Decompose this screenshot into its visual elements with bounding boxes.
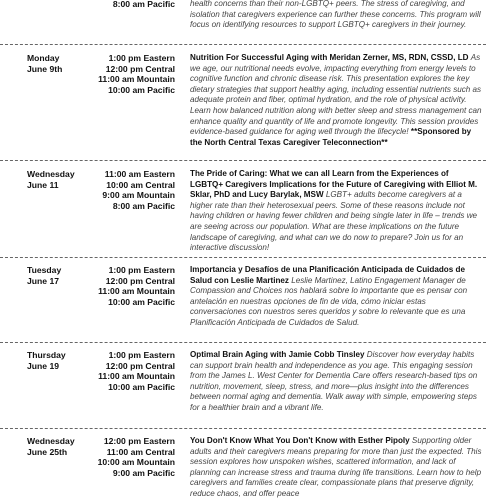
- session-date: [27, 436, 75, 457]
- time-eastern: 1:00 pm Eastern: [108, 265, 175, 275]
- session-title: Importancia y Desafíos de una Planificación Anticipada de Cuidados de Salud con Leslie Martinez: [190, 265, 465, 285]
- session-description: [190, 169, 482, 254]
- session-body: Discover how everyday habits can support brain health and independence as you age. This engaging session from the James L. West Center for Dementia Care offers research-based tips on nutrition, movement, sleep, stress, and more—plus insight into the differences between normal aging and dementia. Walk away with simple, empowering steps for a healthier brain and a vibrant life.: [190, 350, 478, 412]
- time-central: 12:00 pm Central: [105, 275, 175, 286]
- session-title: Nutrition For Successful Aging with Meridan Zerner, MS, RDN, CSSD, LD: [190, 53, 469, 62]
- session-sponsor: **Sponsored by the North Central Texas Caregiver Teleconnection**: [190, 127, 472, 147]
- session-title: Optimal Brain Aging with Jamie Cobb Tinsley: [190, 350, 365, 359]
- time-eastern: 12:00 pm Eastern: [103, 436, 175, 446]
- session-day: June 9th: [27, 63, 63, 74]
- session-date: [27, 169, 75, 190]
- session-day: June 11: [27, 179, 59, 190]
- session-date: [27, 350, 66, 371]
- time-eastern: 1:00 pm Eastern: [108, 53, 175, 63]
- session-weekday: Tuesday: [27, 265, 62, 275]
- session-weekday: Wednesday: [27, 436, 75, 446]
- session-day: June 25th: [27, 446, 68, 457]
- time-central: 10:00 am Central: [106, 179, 175, 190]
- time-eastern: 11:00 am Eastern: [104, 169, 175, 179]
- time-pacific: 8:00 am Pacific: [112, 0, 175, 9]
- time-eastern: 1:00 pm Eastern: [108, 350, 175, 360]
- time-mountain: 10:00 am Mountain: [97, 457, 175, 468]
- session-title: You Don't Know What You Don't Know with Esther Pipoly: [190, 436, 410, 445]
- time-mountain: 11:00 am Mountain: [98, 74, 175, 85]
- session-times: [95, 169, 175, 211]
- session-times: [95, 0, 175, 10]
- row-divider: [0, 257, 486, 258]
- session-date: [27, 53, 62, 74]
- session-times: [95, 53, 175, 95]
- session-body: Leslie Martinez, Latino Engagement Manager de Compassion and Choices nos hablará sobre lo importante que es pensar con antelación en nuestras opciones de fin de vida, cómo iniciar estas conversaciones con nuestros seres queridos y sobre lo relevante que es una Planificación Anticipada de Cuidados de Salud.: [190, 275, 468, 327]
- time-central: 11:00 am Central: [106, 446, 175, 457]
- time-pacific: 10:00 am Pacific: [108, 296, 175, 307]
- row-divider: [0, 44, 486, 45]
- time-mountain: 11:00 am Mountain: [98, 286, 175, 297]
- time-mountain: 11:00 am Mountain: [98, 371, 175, 382]
- session-description: [190, 436, 482, 500]
- time-central: 12:00 pm Central: [105, 360, 175, 371]
- session-weekday: Wednesday: [27, 169, 75, 179]
- session-times: [95, 436, 175, 478]
- session-times: [95, 265, 175, 307]
- session-description: [190, 265, 482, 329]
- time-pacific: 10:00 am Pacific: [108, 381, 175, 392]
- row-divider: [0, 160, 486, 161]
- time-mountain: 9:00 am Mountain: [102, 190, 175, 201]
- session-body: Supporting older adults and their caregivers means preparing for more than just the expected. This session explores how unspoken wishes, scattered information, and lack of planning can increase stress and trauma during life transitions. Learn how to help caregivers and families create clear, compassionate plans that preserve dignity, reduce chaos, and offer peace: [190, 436, 482, 498]
- row-divider: [0, 342, 486, 343]
- session-date: [27, 265, 61, 286]
- time-central: 12:00 pm Central: [105, 63, 175, 74]
- session-body: LGBT+ adults become caregivers at a higher rate than their heterosexual peers. Some of these reasons include not having children or having fewer children and being single later in life – trends we are seeing across our population. What are these implications on the future landscape of caregiving, and what can we do now to prepare? Join us for an interactive discussion!: [190, 190, 478, 253]
- row-divider: [0, 428, 486, 429]
- session-body: As we age, our nutritional needs evolve, impacting everything from energy levels to cognitive function and chronic disease risk. This presentation explores the key dietary strategies that support healthy aging, including essential nutrients such as adequate protein and fiber, optimal hydration, and the role of physical activity. Learn how balanced nutrition along with better sleep and stress management can enhance quality and quantity of life and promote longevity. This session provides evidence-based guidance for aging well through the lifecycle!: [190, 53, 482, 137]
- session-day: June 17: [27, 275, 60, 286]
- session-description: [190, 0, 482, 31]
- session-title: The Pride of Caring: What we can all Learn from the Experiences of LGBTQ+ Caregivers Implications for the Future of Caregiving with Elliot M. Sklar, PhD and Lucy Barylak, MSW: [190, 169, 478, 200]
- session-day: June 19: [27, 360, 60, 371]
- session-times: [95, 350, 175, 392]
- session-body: health concerns than their non-LGBTQ+ peers. The stress of caregiving, and isolation that caregivers experience can further these concerns. This program will focus on identifying resources to support LGBTQ+ caregivers in their journey.: [190, 0, 481, 30]
- session-description: [190, 53, 482, 148]
- session-weekday: Monday: [27, 53, 60, 63]
- time-pacific: 8:00 am Pacific: [112, 200, 175, 211]
- time-pacific: 10:00 am Pacific: [108, 84, 175, 95]
- time-pacific: 9:00 am Pacific: [112, 467, 175, 478]
- session-description: [190, 350, 482, 414]
- session-weekday: Thursday: [27, 350, 66, 360]
